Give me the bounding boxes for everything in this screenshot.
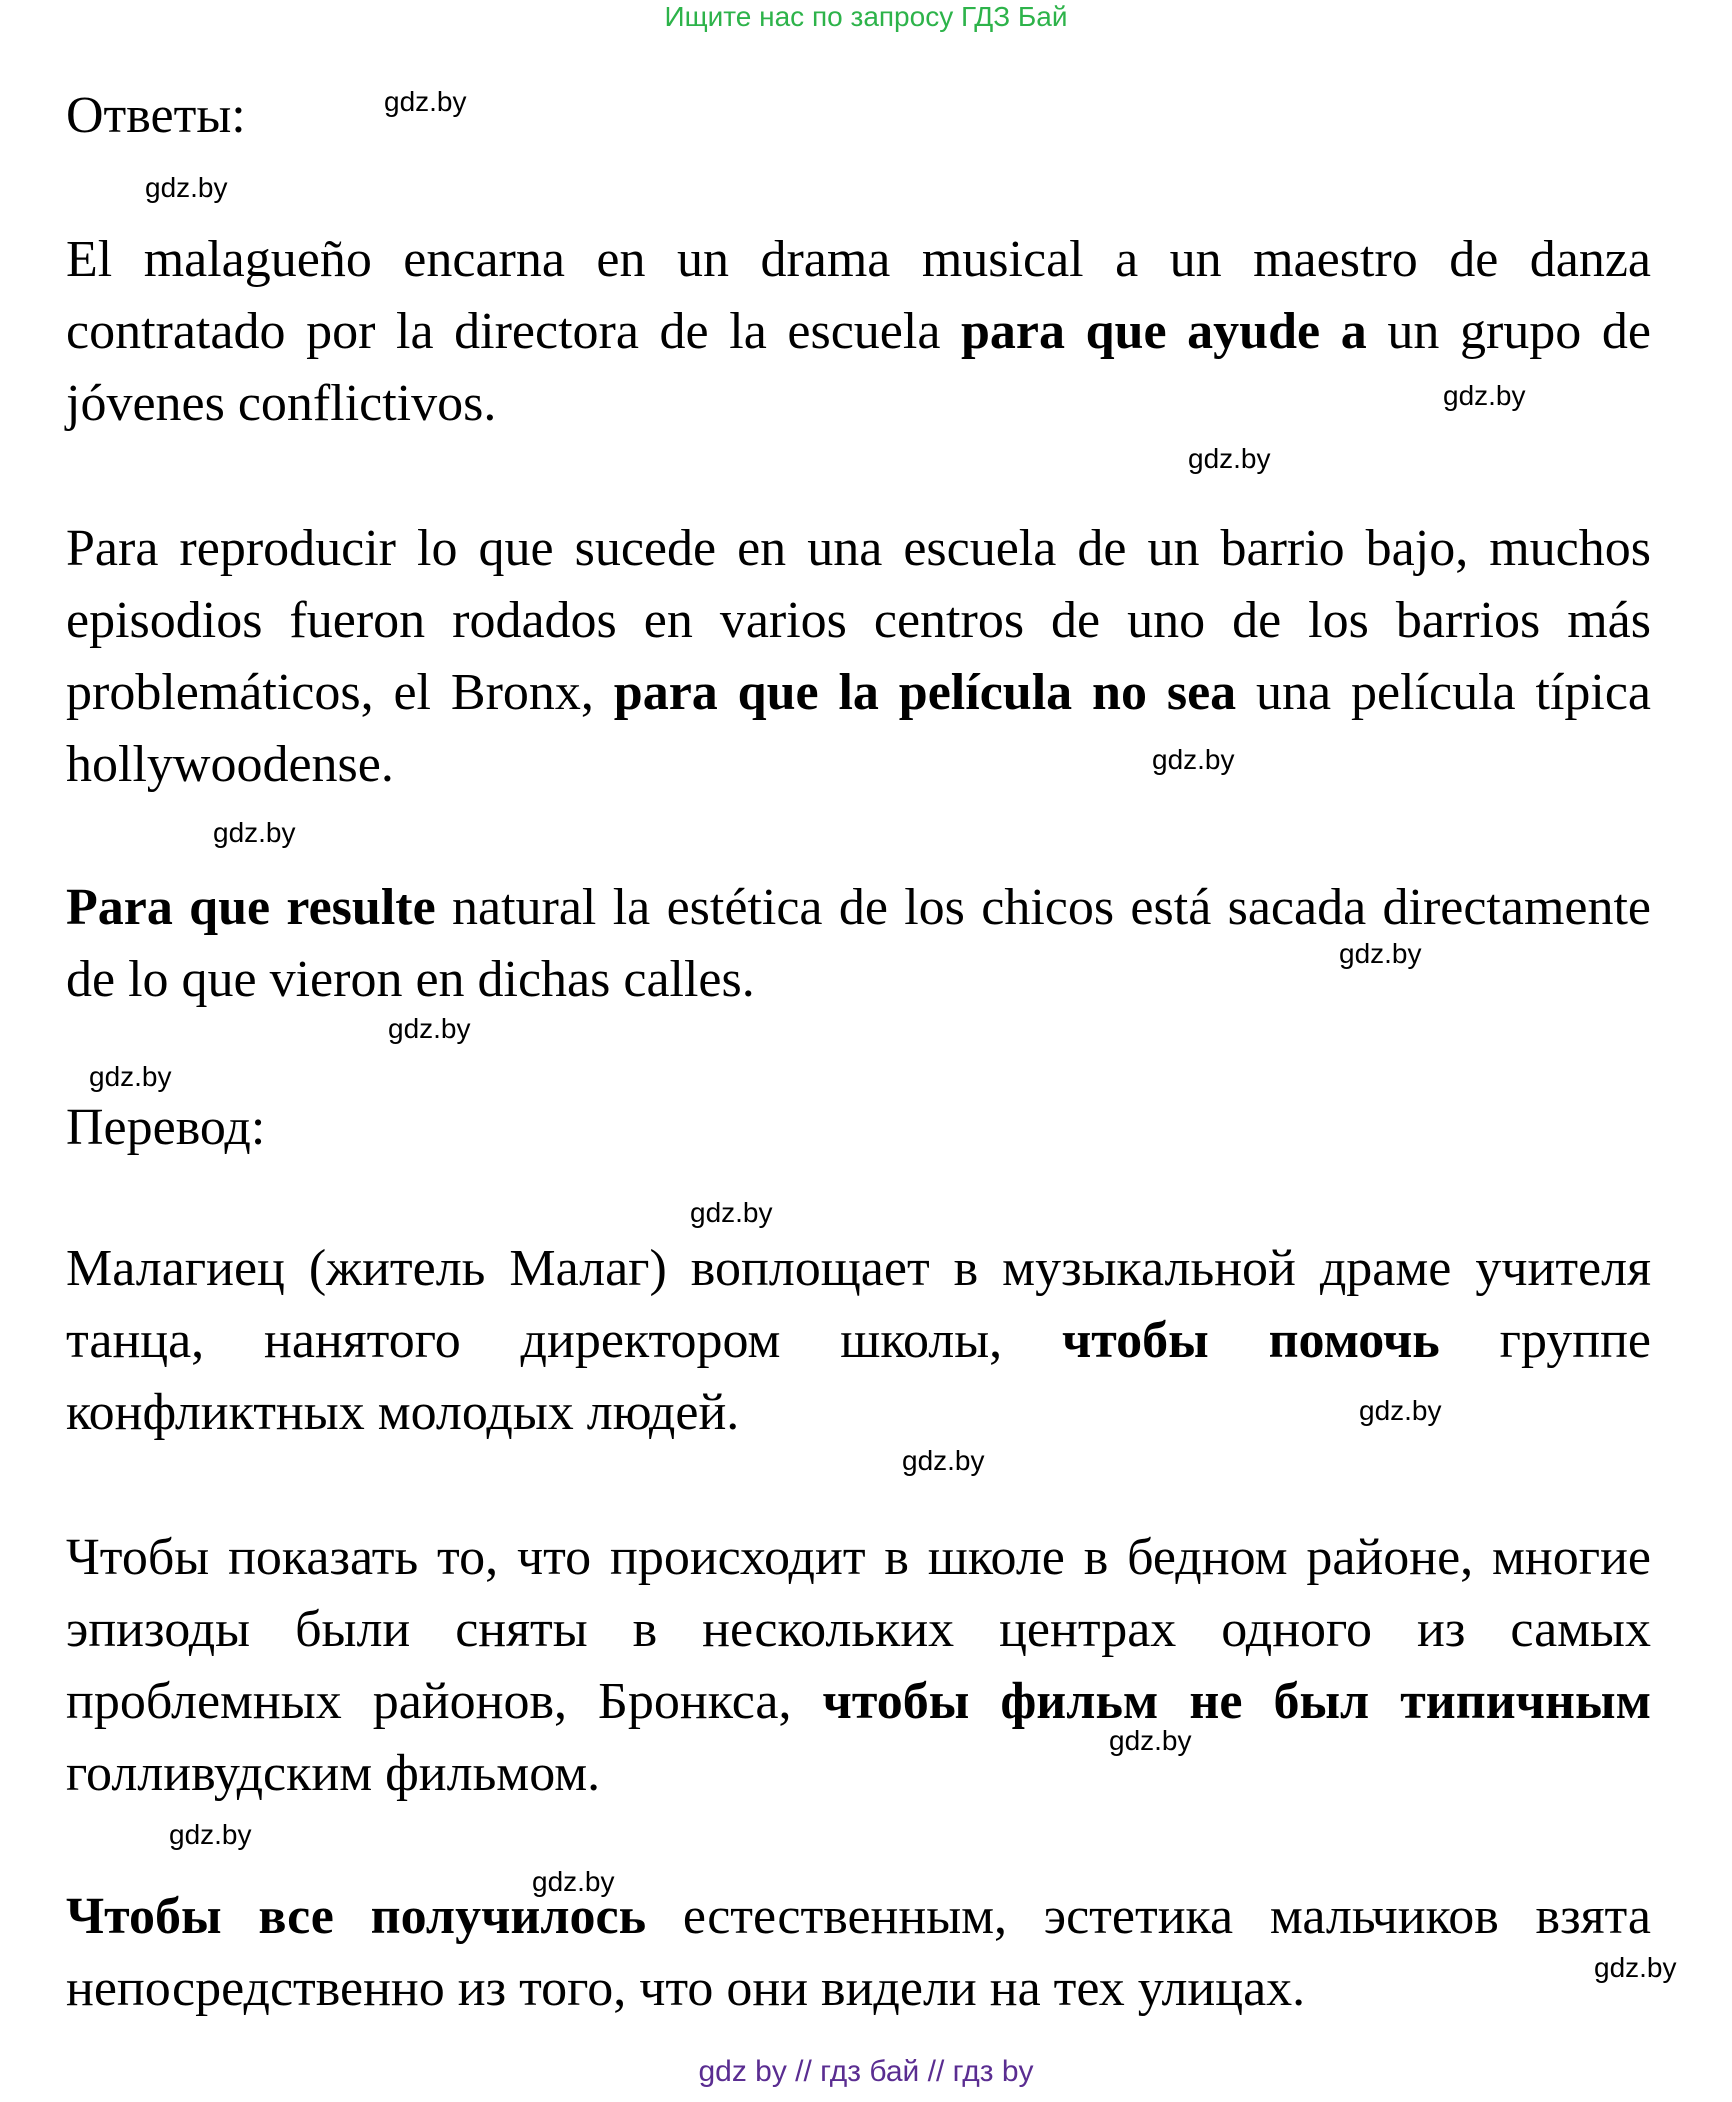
watermark: gdz.by xyxy=(384,86,467,117)
watermark: gdz.by xyxy=(1339,938,1422,969)
text-run: un grupo de jóvenes conflictivos. xyxy=(66,303,1651,432)
footer-links: gdz by // гдз бай // гдз by xyxy=(698,2055,1034,2088)
watermark: gdz.by xyxy=(532,1866,615,1897)
watermark: gdz.by xyxy=(213,817,296,848)
answers-heading: Ответы: xyxy=(66,87,246,144)
translation-paragraph-2 xyxy=(66,1522,1651,1810)
watermark: gdz.by xyxy=(388,1013,471,1044)
watermark: gdz.by xyxy=(1109,1725,1192,1756)
watermark: gdz.by xyxy=(1359,1395,1442,1426)
text-run: Чтобы показать то, что происходит в школе в бедном районе, многие эпизоды были сняты в нескольких центрах одного из самых проблемных районов, Бронкса, xyxy=(66,1529,1651,1730)
text-run: El malagueño encarna en un drama musical a un maestro de danza contratado por la directora de la escuela xyxy=(66,231,1651,360)
bold-phrase: Чтобы все получилось xyxy=(66,1888,647,1945)
bold-phrase: чтобы фильм не был типичным xyxy=(822,1673,1651,1730)
top-banner: Ищите нас по запросу ГДЗ Бай xyxy=(664,1,1068,32)
text-run: голливудским фильмом. xyxy=(66,1745,601,1802)
translation-heading: Перевод: xyxy=(66,1099,266,1156)
translation-paragraph-3 xyxy=(66,1881,1651,2025)
text-run: Малагиец (житель Малаг) воплощает в музыкальной драме учителя танца, нанятого директором школы, xyxy=(66,1240,1651,1369)
bold-phrase: чтобы помочь xyxy=(1061,1312,1440,1369)
watermark: gdz.by xyxy=(169,1819,252,1850)
text-run: группе конфликтных молодых людей. xyxy=(66,1312,1651,1441)
text-run: natural la estética de los chicos está sacada directamente de lo que vieron en dichas calles. xyxy=(66,879,1652,1008)
watermark: gdz.by xyxy=(1594,1952,1677,1983)
watermark: gdz.by xyxy=(89,1061,172,1092)
answer-paragraph-1 xyxy=(66,224,1651,440)
text-run: una película típica hollywoodense. xyxy=(66,664,1651,793)
watermark: gdz.by xyxy=(690,1197,773,1228)
bold-phrase: Para que resulte xyxy=(66,879,436,936)
text-run: естественным, эстетика мальчиков взята непосредственно из того, что они видели на тех улицах. xyxy=(66,1888,1651,2017)
watermark: gdz.by xyxy=(1443,380,1526,411)
answer-paragraph-2 xyxy=(66,513,1651,801)
bold-phrase: para que la película no sea xyxy=(613,664,1237,721)
text-run: Para reproducir lo que sucede en una escuela de un barrio bajo, muchos episodios fueron rodados en varios centros de uno de los barrios más problemáticos, el Bronx, xyxy=(66,520,1651,721)
watermark: gdz.by xyxy=(145,172,228,203)
watermark: gdz.by xyxy=(902,1445,985,1476)
bold-phrase: para que ayude a xyxy=(961,303,1367,360)
watermark: gdz.by xyxy=(1188,443,1271,474)
watermark: gdz.by xyxy=(1152,744,1235,775)
